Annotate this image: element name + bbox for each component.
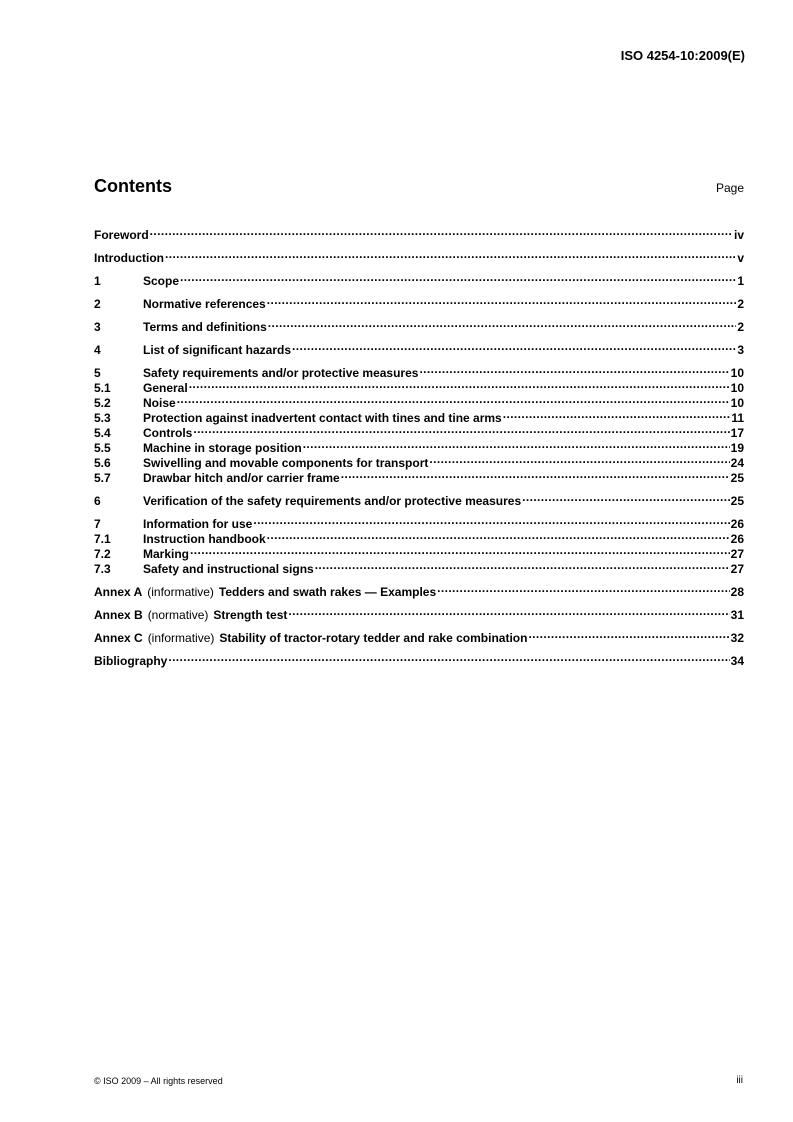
toc-entry[interactable] bbox=[94, 627, 744, 645]
document-id: ISO 4254-10:2009(E) bbox=[620, 48, 745, 63]
toc-dot-leader bbox=[267, 528, 730, 543]
toc-page-number: v bbox=[737, 251, 744, 265]
toc-page-number: 10 bbox=[730, 366, 744, 380]
toc-title: Tedders and swath rakes — Examples bbox=[218, 585, 437, 599]
toc-title: Normative references bbox=[143, 297, 266, 311]
toc-page-number: 27 bbox=[730, 562, 744, 576]
toc-page-number: 26 bbox=[730, 517, 744, 531]
toc-page-number: 28 bbox=[730, 585, 744, 599]
page-column-label: Page bbox=[715, 181, 744, 195]
toc-page-number: iv bbox=[733, 228, 744, 242]
contents-title: Contents bbox=[94, 176, 172, 196]
toc-dot-leader bbox=[193, 422, 729, 437]
toc-section-number: 5.2 bbox=[94, 396, 111, 410]
toc-page-number: 27 bbox=[730, 547, 744, 561]
toc-title: Foreword bbox=[94, 228, 149, 242]
toc-section-number: 6 bbox=[94, 494, 101, 508]
toc-section-number: 7 bbox=[94, 517, 101, 531]
toc-page-number: 24 bbox=[730, 456, 744, 470]
toc-dot-leader bbox=[268, 316, 737, 331]
toc-title: List of significant hazards bbox=[143, 343, 292, 357]
toc-entry[interactable] bbox=[94, 490, 744, 508]
toc-section-number: 5.1 bbox=[94, 381, 111, 395]
toc-entry[interactable] bbox=[94, 316, 744, 334]
toc-title: Drawbar hitch and/or carrier frame bbox=[143, 471, 340, 485]
toc-entry[interactable] bbox=[94, 224, 744, 242]
toc-page-number: 34 bbox=[730, 654, 744, 668]
toc-dot-leader bbox=[190, 543, 730, 558]
toc-entry[interactable] bbox=[94, 362, 744, 380]
toc-section-number: 2 bbox=[94, 297, 101, 311]
toc-entry[interactable] bbox=[94, 293, 744, 311]
toc-annex-label: Annex A bbox=[94, 585, 143, 599]
toc-title: Terms and definitions bbox=[143, 320, 267, 334]
toc-section-number: 5.3 bbox=[94, 411, 111, 425]
toc-dot-leader bbox=[253, 513, 729, 528]
toc-title: General bbox=[143, 381, 188, 395]
toc-entry[interactable] bbox=[94, 650, 744, 668]
toc-dot-leader bbox=[267, 293, 737, 308]
toc-page-number: 11 bbox=[731, 411, 744, 425]
toc-title: Stability of tractor-rotary tedder and rake combination bbox=[219, 631, 528, 645]
toc-entry[interactable] bbox=[94, 407, 744, 425]
toc-section-number: 3 bbox=[94, 320, 101, 334]
toc-page-number: 31 bbox=[730, 608, 744, 622]
toc-annex-label: Annex B bbox=[94, 608, 143, 622]
toc-page-number: 2 bbox=[737, 297, 744, 311]
toc-title: Swivelling and movable components for transport bbox=[143, 456, 429, 470]
toc-page-number: 25 bbox=[730, 471, 744, 485]
toc-page-number: 1 bbox=[737, 274, 744, 288]
toc-section-number: 7.2 bbox=[94, 547, 111, 561]
toc-entry[interactable] bbox=[94, 604, 744, 622]
toc-section-number: 1 bbox=[94, 274, 101, 288]
toc-entry[interactable] bbox=[94, 247, 744, 265]
toc-dot-leader bbox=[528, 627, 729, 642]
table-of-contents bbox=[94, 224, 744, 668]
toc-title: Noise bbox=[143, 396, 176, 410]
toc-page-number: 19 bbox=[730, 441, 744, 455]
toc-section-number: 5.4 bbox=[94, 426, 111, 440]
toc-title: Marking bbox=[143, 547, 190, 561]
toc-entry[interactable] bbox=[94, 513, 744, 531]
toc-title: Bibliography bbox=[94, 654, 168, 668]
toc-title: Verification of the safety requirements and/or protective measures bbox=[143, 494, 522, 508]
toc-title: Strength test bbox=[213, 608, 288, 622]
toc-page-number: 3 bbox=[737, 343, 744, 357]
toc-title: Instruction handbook bbox=[143, 532, 266, 546]
toc-title: Scope bbox=[143, 274, 180, 288]
toc-entry[interactable] bbox=[94, 270, 744, 288]
toc-title: Information for use bbox=[143, 517, 253, 531]
toc-page-number: 10 bbox=[730, 396, 744, 410]
toc-entry[interactable] bbox=[94, 581, 744, 599]
toc-dot-leader bbox=[437, 581, 730, 596]
toc-dot-leader bbox=[303, 437, 730, 452]
toc-title: Introduction bbox=[94, 251, 164, 265]
toc-section-number: 5.7 bbox=[94, 471, 111, 485]
toc-dot-leader bbox=[292, 339, 736, 354]
toc-entry[interactable] bbox=[94, 558, 744, 576]
toc-page-number: 32 bbox=[730, 631, 744, 645]
toc-annex-type: (informative) bbox=[147, 585, 214, 599]
toc-annex-label: Annex C bbox=[94, 631, 143, 645]
toc-annex-type: (normative) bbox=[147, 608, 209, 622]
toc-title: Machine in storage position bbox=[143, 441, 302, 455]
toc-section-number: 5.5 bbox=[94, 441, 111, 455]
toc-title: Safety and instructional signs bbox=[143, 562, 314, 576]
toc-page-number: 17 bbox=[730, 426, 744, 440]
toc-page-number: 25 bbox=[730, 494, 744, 508]
toc-page-number: 26 bbox=[730, 532, 744, 546]
toc-dot-leader bbox=[180, 270, 736, 285]
toc-dot-leader bbox=[177, 392, 730, 407]
toc-page-number: 2 bbox=[737, 320, 744, 334]
toc-dot-leader bbox=[522, 490, 730, 505]
toc-dot-leader bbox=[341, 467, 730, 482]
toc-entry[interactable] bbox=[94, 339, 744, 357]
copyright-notice: © ISO 2009 – All rights reserved bbox=[94, 1076, 223, 1086]
toc-dot-leader bbox=[150, 224, 733, 239]
toc-title: Safety requirements and/or protective measures bbox=[143, 366, 419, 380]
page-number: iii bbox=[736, 1075, 743, 1086]
toc-section-number: 7.1 bbox=[94, 532, 111, 546]
toc-dot-leader bbox=[419, 362, 729, 377]
toc-section-number: 5.6 bbox=[94, 456, 111, 470]
toc-section-number: 4 bbox=[94, 343, 101, 357]
toc-entry[interactable] bbox=[94, 392, 744, 410]
toc-dot-leader bbox=[189, 377, 730, 392]
toc-dot-leader bbox=[503, 407, 731, 422]
toc-entry[interactable] bbox=[94, 543, 744, 561]
toc-dot-leader bbox=[315, 558, 730, 573]
toc-title: Controls bbox=[143, 426, 193, 440]
toc-title: Protection against inadvertent contact with tines and tine arms bbox=[143, 411, 502, 425]
toc-dot-leader bbox=[165, 247, 736, 262]
toc-dot-leader bbox=[429, 452, 729, 467]
toc-annex-type: (informative) bbox=[147, 631, 215, 645]
toc-dot-leader bbox=[288, 604, 729, 619]
toc-entry[interactable] bbox=[94, 377, 744, 395]
toc-dot-leader bbox=[168, 650, 729, 665]
toc-section-number: 5 bbox=[94, 366, 101, 380]
toc-page-number: 10 bbox=[730, 381, 744, 395]
contents-heading bbox=[94, 176, 744, 197]
toc-section-number: 7.3 bbox=[94, 562, 111, 576]
